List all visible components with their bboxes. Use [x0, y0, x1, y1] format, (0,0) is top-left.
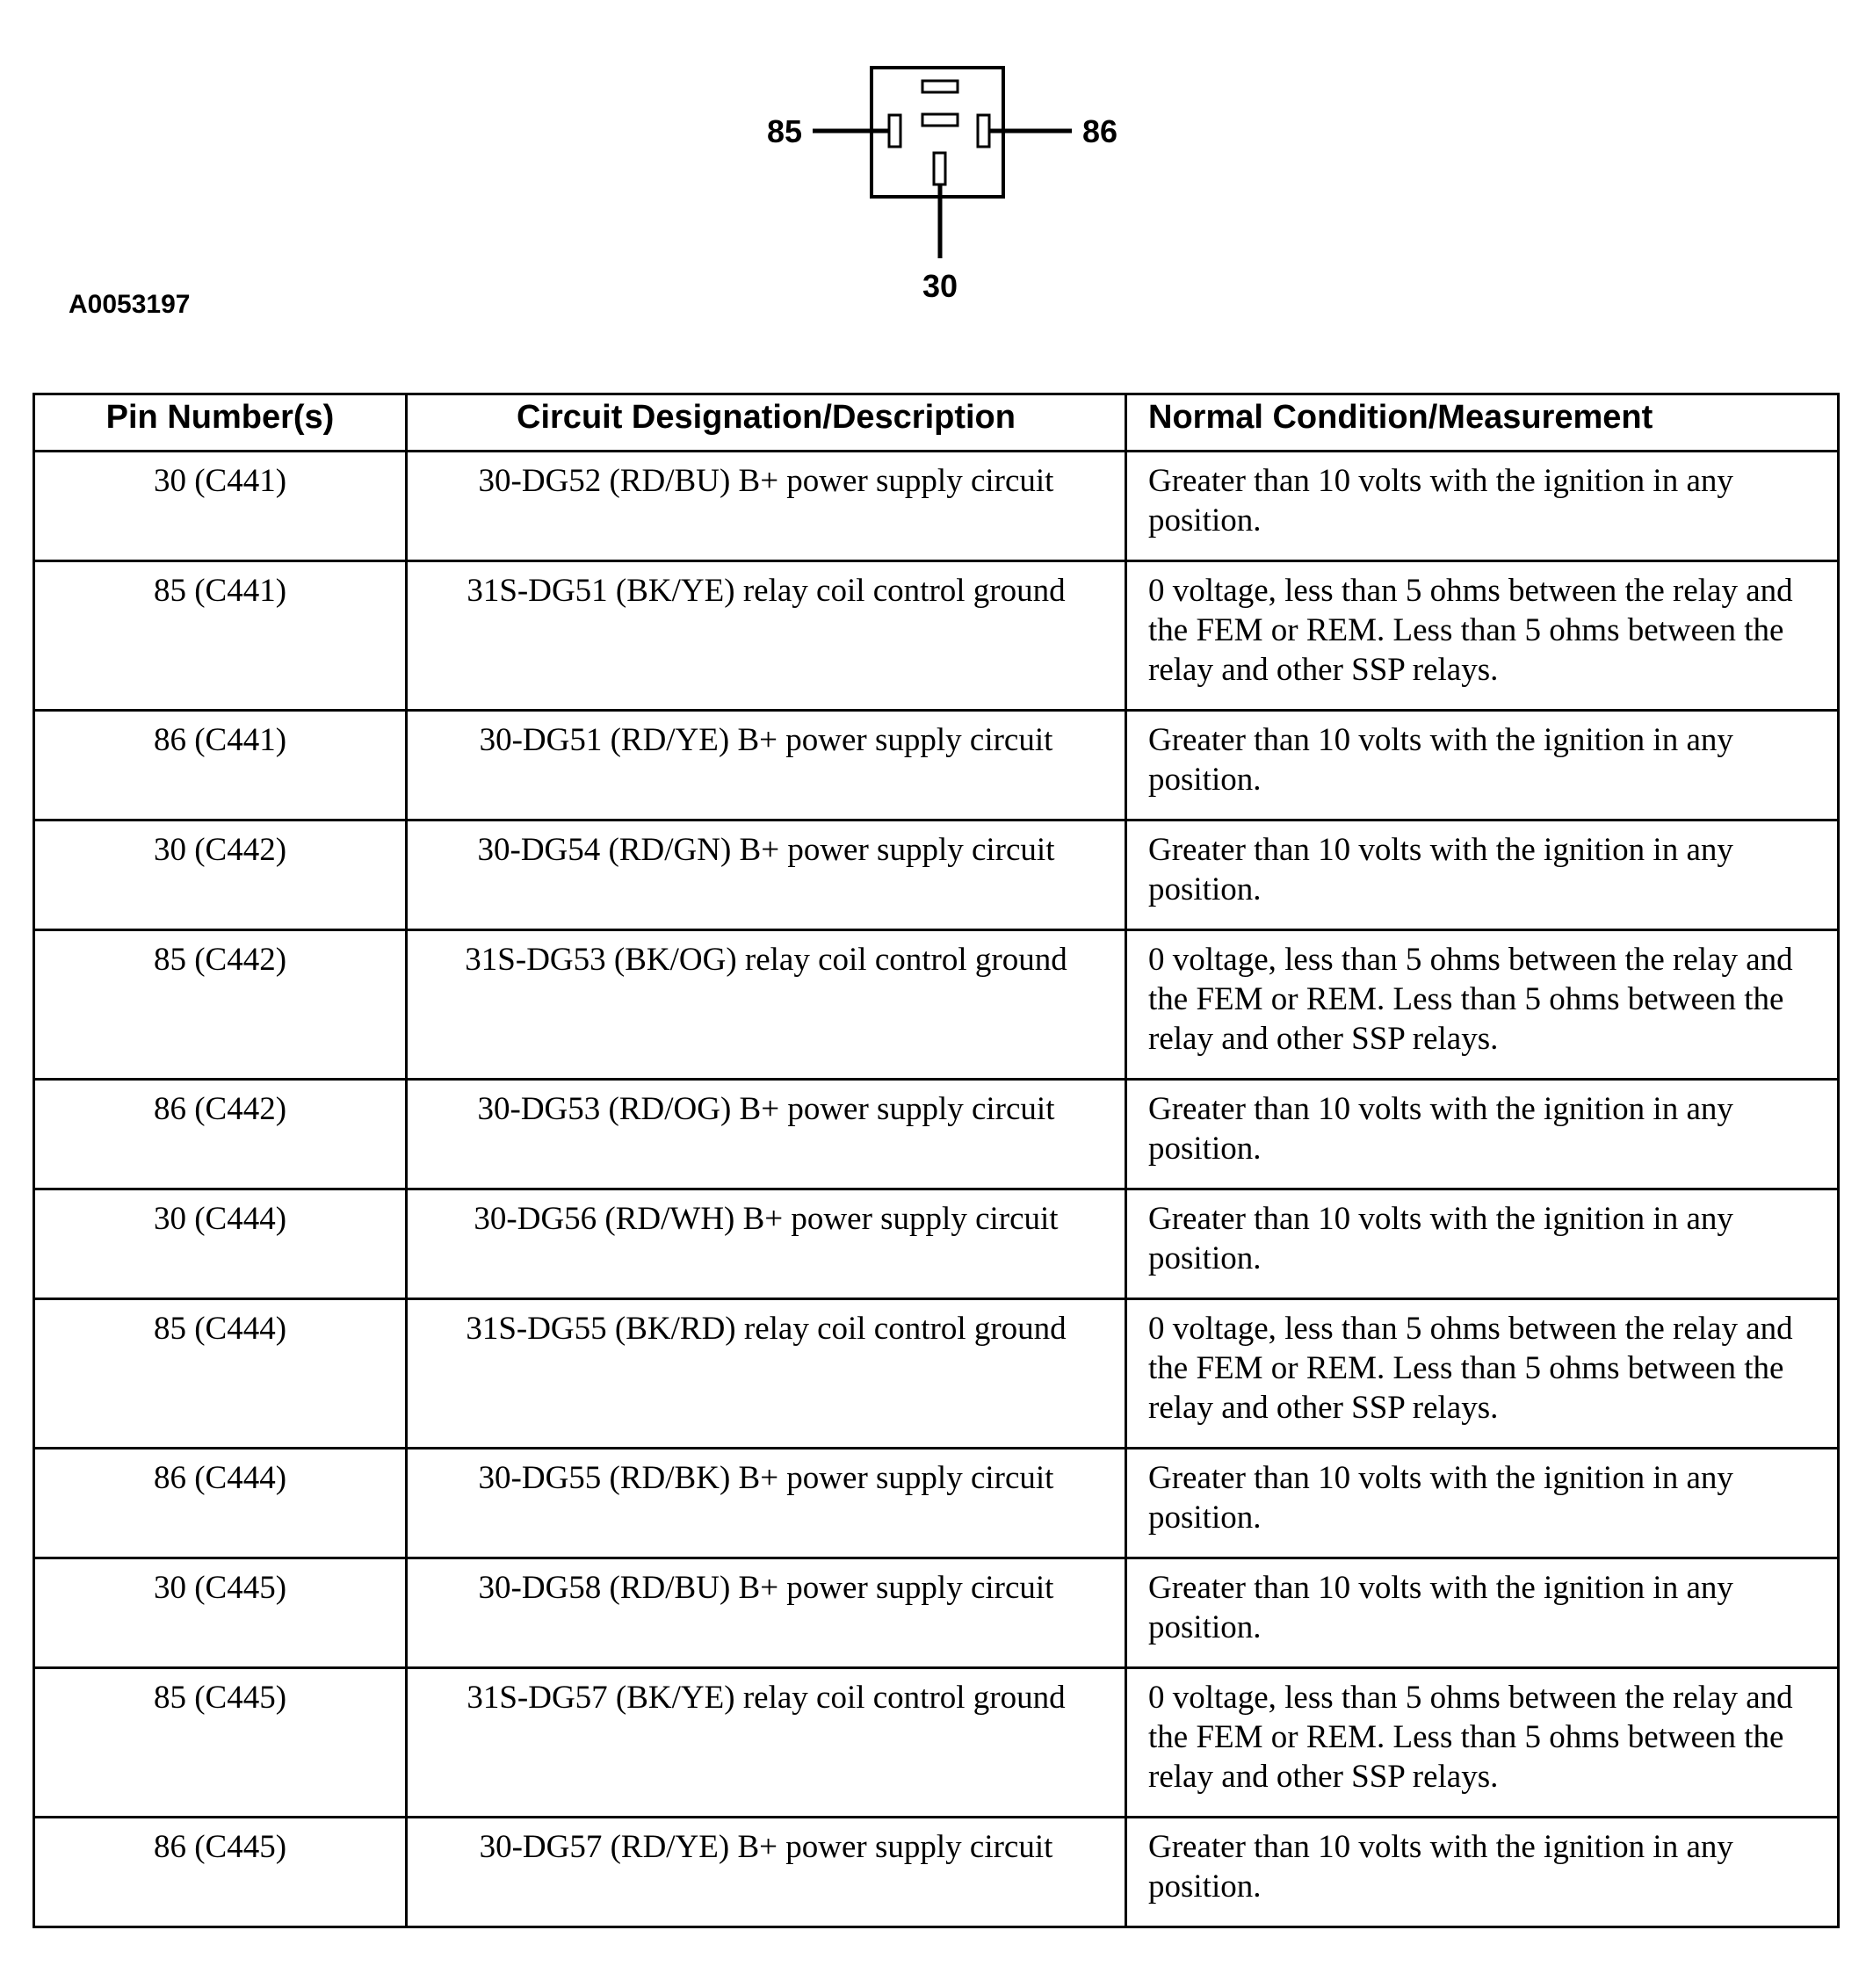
pin-label-86: 86 — [1082, 113, 1118, 149]
terminal-30 — [934, 153, 945, 184]
pin-chart-table — [33, 393, 1840, 1928]
table-row — [34, 1189, 1839, 1299]
table-row — [34, 930, 1839, 1080]
pin-number-cell: 85 (C445) — [34, 1668, 407, 1818]
pin-number-cell: 86 (C441) — [34, 711, 407, 821]
circuit-cell: 30-DG52 (RD/BU) B+ power supply circuit — [407, 452, 1126, 561]
pin-number-cell: 86 (C444) — [34, 1449, 407, 1558]
pin-number-cell: 30 (C441) — [34, 452, 407, 561]
table-row — [34, 1080, 1839, 1189]
pin-number-cell: 85 (C444) — [34, 1299, 407, 1449]
circuit-cell: 31S-DG51 (BK/YE) relay coil control ground — [407, 561, 1126, 711]
pin-number-cell: 30 (C445) — [34, 1558, 407, 1668]
pin-number-cell: 30 (C442) — [34, 821, 407, 930]
pin-label-30: 30 — [922, 268, 958, 304]
pin-number-cell: 85 (C442) — [34, 930, 407, 1080]
circuit-cell: 31S-DG55 (BK/RD) relay coil control ground — [407, 1299, 1126, 1449]
measurement-cell: 0 voltage, less than 5 ohms between the relay and the FEM or REM. Less than 5 ohms between the relay and other SSP relays. — [1126, 1299, 1839, 1449]
header-normal-condition: Normal Condition/Measurement — [1126, 394, 1839, 452]
circuit-cell: 30-DG53 (RD/OG) B+ power supply circuit — [407, 1080, 1126, 1189]
table-row — [34, 1449, 1839, 1558]
measurement-cell: 0 voltage, less than 5 ohms between the relay and the FEM or REM. Less than 5 ohms between the relay and other SSP relays. — [1126, 561, 1839, 711]
measurement-cell: 0 voltage, less than 5 ohms between the relay and the FEM or REM. Less than 5 ohms between the relay and other SSP relays. — [1126, 1668, 1839, 1818]
header-circuit-designation: Circuit Designation/Description — [407, 394, 1126, 452]
table-row — [34, 1818, 1839, 1927]
circuit-cell: 30-DG58 (RD/BU) B+ power supply circuit — [407, 1558, 1126, 1668]
measurement-cell: Greater than 10 volts with the ignition in any position. — [1126, 1449, 1839, 1558]
pin-number-cell: 86 (C445) — [34, 1818, 407, 1927]
circuit-cell: 30-DG55 (RD/BK) B+ power supply circuit — [407, 1449, 1126, 1558]
circuit-cell: 30-DG54 (RD/GN) B+ power supply circuit — [407, 821, 1126, 930]
measurement-cell: Greater than 10 volts with the ignition in any position. — [1126, 452, 1839, 561]
figure-id: A0053197 — [69, 290, 191, 319]
relay-body — [872, 68, 1003, 197]
pin-number-cell: 86 (C442) — [34, 1080, 407, 1189]
header-pin-numbers: Pin Number(s) — [34, 394, 407, 452]
table-header-row — [34, 394, 1839, 452]
circuit-cell: 31S-DG57 (BK/YE) relay coil control ground — [407, 1668, 1126, 1818]
measurement-cell: Greater than 10 volts with the ignition in any position. — [1126, 1558, 1839, 1668]
terminal-85 — [889, 115, 900, 147]
pin-label-85: 85 — [766, 113, 802, 149]
table-row — [34, 821, 1839, 930]
pin-number-cell: 30 (C444) — [34, 1189, 407, 1299]
circuit-cell: 30-DG56 (RD/WH) B+ power supply circuit — [407, 1189, 1126, 1299]
relay-connector-diagram — [0, 0, 1866, 351]
terminal-86 — [978, 115, 989, 147]
relay-connector-drawing — [0, 0, 1866, 351]
pin-number-cell: 85 (C441) — [34, 561, 407, 711]
table-row — [34, 1299, 1839, 1449]
circuit-cell: 31S-DG53 (BK/OG) relay coil control ground — [407, 930, 1126, 1080]
measurement-cell: Greater than 10 volts with the ignition in any position. — [1126, 821, 1839, 930]
circuit-cell: 30-DG51 (RD/YE) B+ power supply circuit — [407, 711, 1126, 821]
table-row — [34, 1558, 1839, 1668]
measurement-cell: 0 voltage, less than 5 ohms between the relay and the FEM or REM. Less than 5 ohms between the relay and other SSP relays. — [1126, 930, 1839, 1080]
measurement-cell: Greater than 10 volts with the ignition in any position. — [1126, 1189, 1839, 1299]
table-row — [34, 561, 1839, 711]
measurement-cell: Greater than 10 volts with the ignition in any position. — [1126, 711, 1839, 821]
table-row — [34, 452, 1839, 561]
measurement-cell: Greater than 10 volts with the ignition in any position. — [1126, 1080, 1839, 1189]
measurement-cell: Greater than 10 volts with the ignition in any position. — [1126, 1818, 1839, 1927]
table-row — [34, 1668, 1839, 1818]
terminal-87 — [922, 114, 958, 126]
terminal-87a — [922, 81, 958, 92]
table-row — [34, 711, 1839, 821]
circuit-cell: 30-DG57 (RD/YE) B+ power supply circuit — [407, 1818, 1126, 1927]
